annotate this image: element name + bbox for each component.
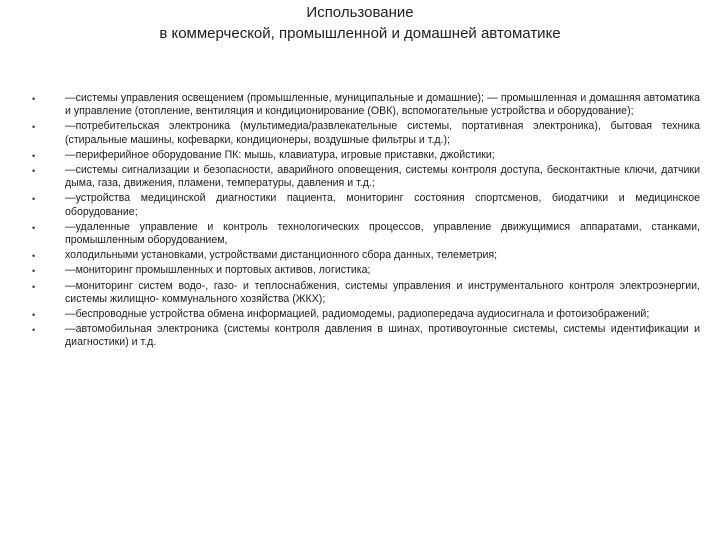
list-item-text: —устройства медицинской диагностики пациента, мониторинг состояния спортсменов, биодатчики и медицинское оборудование;: [65, 192, 700, 218]
title-line-2: в коммерческой, промышленной и домашней автоматике: [159, 25, 561, 42]
list-item: [30, 149, 700, 162]
list-item: [30, 120, 700, 146]
bullet-dot-icon: •: [32, 325, 36, 336]
page-title: [0, 2, 720, 44]
list-item: [30, 323, 700, 349]
bullet-dot-icon: •: [32, 266, 36, 277]
bullet-dot-icon: •: [32, 281, 36, 292]
list-item-text: —системы управления освещением (промышленные, муниципальные и домашние); — промышленная и домашняя автоматика и управление (отопление, вентиляция и кондиционирование (ОВК), вспомогательные устройства и оборудование);: [65, 92, 700, 118]
list-item-text: холодильными установками, устройствами дистанционного сбора данных, телеметрия;: [65, 249, 498, 262]
bullet-dot-icon: •: [32, 94, 36, 104]
bullet-dot-icon: •: [32, 194, 36, 205]
bullet-dot-icon: •: [32, 122, 36, 133]
bullet-dot-icon: •: [32, 166, 36, 177]
list-item: [30, 92, 700, 118]
list-item: [30, 308, 700, 321]
list-item-text: —беспроводные устройства обмена информацией, радиомодемы, радиопередача аудиосигнала и фотоизображений;: [65, 308, 650, 321]
bullet-dot-icon: •: [32, 251, 36, 262]
list-item-text: —мониторинг систем водо-, газо- и теплоснабжения, системы управления и инструментального контроля электроэнергии, системы жилищно- коммунального хозяйства (ЖКХ);: [65, 279, 700, 305]
list-item: [30, 164, 700, 190]
list-item: [30, 221, 700, 247]
bullet-dot-icon: •: [32, 310, 36, 321]
bullet-dot-icon: •: [32, 222, 36, 233]
list-item-text: —периферийное оборудование ПК: мышь, клавиатура, игровые приставки, джойстики;: [65, 148, 495, 161]
list-item-text: —мониторинг промышленных и портовых активов, логистика;: [65, 264, 371, 277]
list-item-text: —автомобильная электроника (системы контроля давления в шинах, противоугонные системы, системы идентификации и диагностики) и т.д.: [65, 323, 700, 349]
bullet-list: [30, 92, 700, 352]
title-line-1: Использование: [306, 4, 414, 21]
list-item-text: —удаленные управление и контроль технологических процессов, управление движущимися аппаратами, станками, промышленным оборудованием,: [65, 220, 700, 247]
list-item-text: —системы сигнализации и безопасности, аварийного оповещения, системы контроля доступа, бесконтактные ключи, датчики дыма, газа, движения, пламени, температуры, давления и т.д.;: [65, 164, 700, 190]
bullet-dot-icon: •: [32, 150, 36, 161]
list-item: [30, 280, 700, 306]
list-item: [30, 249, 700, 262]
list-item: [30, 264, 700, 277]
list-item: [30, 192, 700, 218]
list-item-text: —потребительская электроника (мультимедиа/развлекательные системы, портативная электроника), бытовая техника (стиральные машины, кофеварки, кондиционеры, воздушные фильтры и т.д.);: [65, 120, 700, 146]
